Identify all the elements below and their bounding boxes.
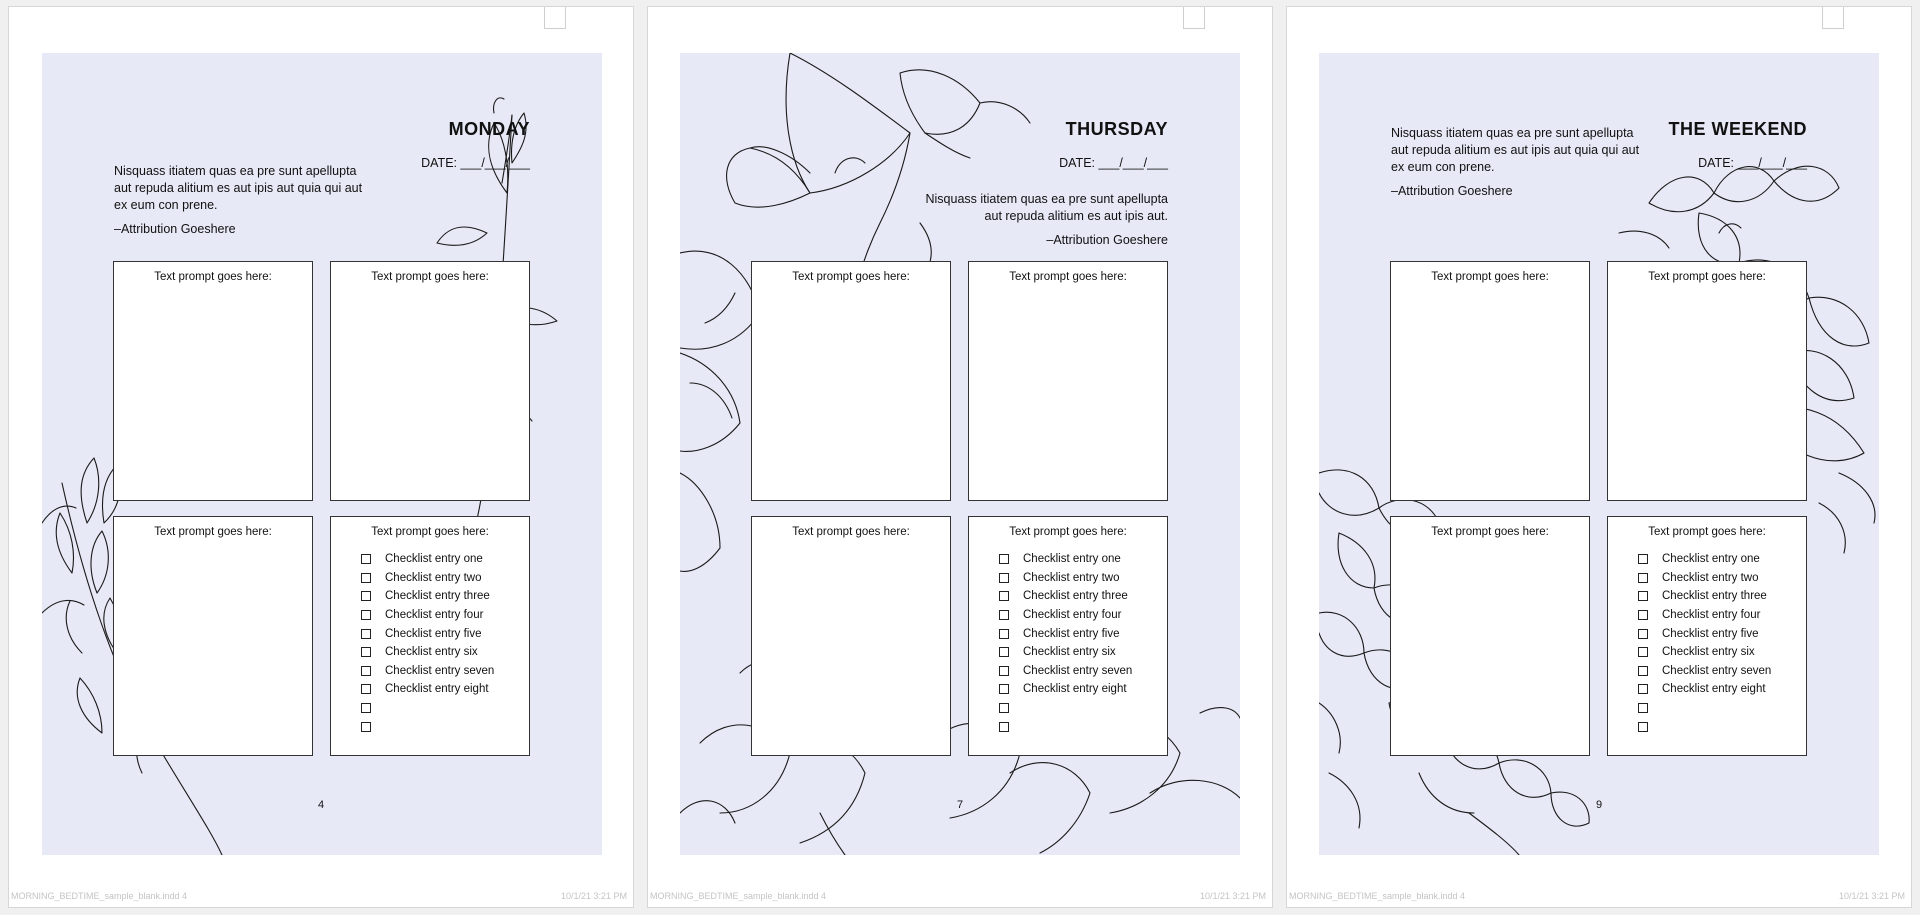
journal-page — [680, 53, 1240, 855]
checkbox-icon[interactable] — [1638, 703, 1648, 713]
quote-text: Nisquass itiatem quas ea pre sunt apellupta aut repuda alitium es aut ipis aut quia qui aut ex eum con prene. — [114, 164, 363, 212]
checklist-item[interactable] — [361, 699, 529, 718]
checkbox-icon[interactable] — [1638, 684, 1648, 694]
checklist-item[interactable] — [999, 587, 1167, 606]
checklist-label: Checklist entry one — [1662, 553, 1760, 566]
quote-attribution: –Attribution Goeshere — [1046, 233, 1168, 247]
checklist-item[interactable] — [999, 643, 1167, 662]
checklist-label: Checklist entry eight — [1023, 683, 1127, 696]
checklist-label: Checklist entry four — [1662, 609, 1761, 622]
checklist-item[interactable] — [1638, 680, 1806, 699]
checkbox-icon[interactable] — [1638, 554, 1648, 564]
checklist-item[interactable] — [361, 624, 529, 643]
checkbox-icon[interactable] — [999, 610, 1009, 620]
checkbox-icon[interactable] — [1638, 647, 1648, 657]
registration-mark — [544, 7, 566, 29]
prompt-label: Text prompt goes here: — [1431, 271, 1549, 283]
checklist-label: Checklist entry one — [1023, 553, 1121, 566]
prompt-label: Text prompt goes here: — [1009, 271, 1127, 283]
checklist-label: Checklist entry four — [385, 609, 484, 622]
slug-line — [11, 891, 627, 903]
prompt-label: Text prompt goes here: — [792, 271, 910, 283]
checkbox-icon[interactable] — [361, 629, 371, 639]
checklist-item[interactable] — [361, 550, 529, 569]
checkbox-icon[interactable] — [1638, 666, 1648, 676]
checklist-item[interactable] — [361, 606, 529, 625]
checkbox-icon[interactable] — [999, 684, 1009, 694]
checklist-label: Checklist entry five — [1023, 627, 1120, 640]
checkbox-icon[interactable] — [999, 647, 1009, 657]
slug-line — [650, 891, 1266, 903]
checklist-item[interactable] — [999, 662, 1167, 681]
checklist-label: Checklist entry one — [385, 553, 483, 566]
checkbox-icon[interactable] — [1638, 722, 1648, 732]
checkbox-icon[interactable] — [361, 703, 371, 713]
checkbox-icon[interactable] — [999, 591, 1009, 601]
spread-page-weekend — [1286, 6, 1912, 908]
checklist-label: Checklist entry seven — [1662, 664, 1772, 677]
checklist-item[interactable] — [999, 699, 1167, 718]
checkbox-icon[interactable] — [1638, 591, 1648, 601]
checklist-box — [1607, 516, 1807, 756]
slug-filename: MORNING_BEDTIME_sample_blank.indd 4 — [1289, 891, 1466, 901]
checklist-box — [330, 516, 530, 756]
checkbox-icon[interactable] — [361, 684, 371, 694]
checklist — [1638, 550, 1806, 736]
prompt-label: Text prompt goes here: — [1648, 526, 1766, 538]
checklist-item[interactable] — [999, 550, 1167, 569]
checklist-label: Checklist entry five — [1662, 627, 1759, 640]
checklist-label: Checklist entry seven — [1023, 664, 1133, 677]
checkbox-icon[interactable] — [361, 591, 371, 601]
checkbox-icon[interactable] — [999, 722, 1009, 732]
checkbox-icon[interactable] — [999, 554, 1009, 564]
prompt-label: Text prompt goes here: — [154, 526, 272, 538]
checklist-label: Checklist entry three — [1023, 590, 1128, 603]
checkbox-icon[interactable] — [361, 666, 371, 676]
page-number: 9 — [1596, 799, 1603, 811]
registration-mark — [1822, 7, 1844, 29]
day-title: THE WEEKEND — [1668, 119, 1807, 139]
checklist-box — [968, 516, 1168, 756]
prompt-box[interactable] — [1390, 261, 1590, 501]
slug-date: 10/1/21 3:21 PM — [1838, 891, 1905, 901]
date-field: DATE: ___/___/___ — [421, 156, 530, 170]
checklist-item[interactable] — [361, 662, 529, 681]
checklist — [361, 550, 529, 736]
checklist-label: Checklist entry eight — [385, 683, 489, 696]
checkbox-icon[interactable] — [999, 703, 1009, 713]
checkbox-icon[interactable] — [1638, 573, 1648, 583]
prompt-label: Text prompt goes here: — [371, 526, 489, 538]
checkbox-icon[interactable] — [999, 629, 1009, 639]
checkbox-icon[interactable] — [361, 647, 371, 657]
checkbox-icon[interactable] — [1638, 629, 1648, 639]
quote-text: Nisquass itiatem quas ea pre sunt apellupta aut repuda alitium es aut ipis aut quia qui aut ex eum con prene. — [1391, 126, 1640, 174]
prompt-label: Text prompt goes here: — [1648, 271, 1766, 283]
prompt-box[interactable] — [751, 261, 951, 501]
prompt-box[interactable] — [968, 261, 1168, 501]
registration-mark — [1183, 7, 1205, 29]
checklist-label: Checklist entry five — [385, 627, 482, 640]
checklist-label: Checklist entry six — [1023, 646, 1116, 659]
checklist-item[interactable] — [1638, 606, 1806, 625]
checklist-item[interactable] — [1638, 587, 1806, 606]
checklist-label: Checklist entry two — [1023, 571, 1120, 584]
quote-block — [1391, 125, 1641, 200]
prompt-box[interactable] — [1390, 516, 1590, 756]
quote-block — [114, 163, 364, 238]
checklist-item[interactable] — [361, 569, 529, 588]
checklist-label: Checklist entry four — [1023, 609, 1122, 622]
checklist-label: Checklist entry six — [1662, 646, 1755, 659]
checkbox-icon[interactable] — [361, 722, 371, 732]
checklist-label: Checklist entry two — [1662, 571, 1759, 584]
spread-page-thursday — [647, 6, 1273, 908]
slug-filename: MORNING_BEDTIME_sample_blank.indd 4 — [11, 891, 188, 901]
prompt-box[interactable] — [330, 261, 530, 501]
checklist-item[interactable] — [1638, 569, 1806, 588]
journal-page — [42, 53, 602, 855]
checkbox-icon[interactable] — [361, 573, 371, 583]
quote-attribution: –Attribution Goeshere — [114, 222, 236, 236]
checklist-item[interactable] — [1638, 717, 1806, 736]
checklist-item[interactable] — [999, 569, 1167, 588]
checklist-item[interactable] — [1638, 643, 1806, 662]
checklist-item[interactable] — [361, 717, 529, 736]
quote-block — [923, 191, 1168, 249]
checklist-item[interactable] — [1638, 624, 1806, 643]
checklist-item[interactable] — [361, 587, 529, 606]
checkbox-icon[interactable] — [999, 573, 1009, 583]
page-number: 4 — [318, 799, 325, 811]
slug-date: 10/1/21 3:21 PM — [560, 891, 627, 901]
checklist-item[interactable] — [361, 643, 529, 662]
prompt-label: Text prompt goes here: — [154, 271, 272, 283]
prompt-box[interactable] — [113, 516, 313, 756]
quote-text: Nisquass itiatem quas ea pre sunt apellupta aut repuda alitium es aut ipis aut. — [925, 192, 1168, 223]
prompt-label: Text prompt goes here: — [371, 271, 489, 283]
page-number: 7 — [957, 799, 964, 811]
date-field: DATE: ___/___/___ — [1698, 156, 1807, 170]
spread-page-monday — [8, 6, 634, 908]
quote-attribution: –Attribution Goeshere — [1391, 184, 1513, 198]
day-title: MONDAY — [448, 119, 530, 139]
checklist-label: Checklist entry three — [385, 590, 490, 603]
checkbox-icon[interactable] — [999, 666, 1009, 676]
checkbox-icon[interactable] — [1638, 610, 1648, 620]
journal-page — [1319, 53, 1879, 855]
checklist-label: Checklist entry eight — [1662, 683, 1766, 696]
checklist-item[interactable] — [999, 606, 1167, 625]
checklist-item[interactable] — [361, 680, 529, 699]
checklist-item[interactable] — [999, 624, 1167, 643]
slug-line — [1289, 891, 1905, 903]
prompt-box[interactable] — [1607, 261, 1807, 501]
checklist-label: Checklist entry two — [385, 571, 482, 584]
day-title: THURSDAY — [1065, 119, 1168, 139]
checkbox-icon[interactable] — [361, 554, 371, 564]
checklist — [999, 550, 1167, 736]
checklist-item[interactable] — [999, 680, 1167, 699]
prompt-box[interactable] — [113, 261, 313, 501]
checklist-label: Checklist entry seven — [385, 664, 495, 677]
checklist-item[interactable] — [1638, 699, 1806, 718]
checklist-label: Checklist entry six — [385, 646, 478, 659]
checklist-item[interactable] — [999, 717, 1167, 736]
checkbox-icon[interactable] — [361, 610, 371, 620]
prompt-box[interactable] — [751, 516, 951, 756]
prompt-label: Text prompt goes here: — [792, 526, 910, 538]
slug-filename: MORNING_BEDTIME_sample_blank.indd 4 — [650, 891, 827, 901]
slug-date: 10/1/21 3:21 PM — [1199, 891, 1266, 901]
checklist-label: Checklist entry three — [1662, 590, 1767, 603]
prompt-label: Text prompt goes here: — [1009, 526, 1127, 538]
date-field: DATE: ___/___/___ — [1059, 156, 1168, 170]
checklist-item[interactable] — [1638, 550, 1806, 569]
prompt-label: Text prompt goes here: — [1431, 526, 1549, 538]
checklist-item[interactable] — [1638, 662, 1806, 681]
